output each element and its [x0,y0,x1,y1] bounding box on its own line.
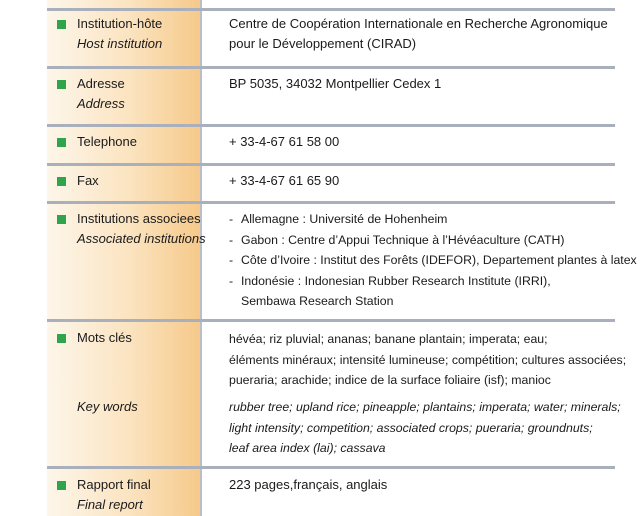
keywords-french: hévéa; riz pluvial; ananas; banane plantain; imperata; eau; éléments minéraux; intensité lumineuse; compétition; cultures associées; pueraria; arachide; indice de la surface foliaire (isf); manioc [229,332,627,387]
keywords-english: rubber tree; upland rice; pineapple; plantains; imperata; water; minerals; light intensity; competition; associated crops; pueraria; groundnuts; leaf area index (lai); cassava [229,400,621,455]
address-value: BP 5035, 34032 Montpellier Cedex 1 [229,76,442,91]
square-bullet-icon [57,20,66,29]
row-separator [47,8,615,11]
associated-institutions-list [229,209,637,312]
fax-label: Fax [77,173,99,188]
fax-value: + 33-4-67 61 65 90 [229,173,340,188]
host-institution-label: Institution-hôte Host institution [77,16,163,51]
row-separator [47,319,615,322]
telephone-label: Telephone [77,134,137,149]
list-item: - Côte d’Ivoire : Institut des Forêts (IDEFOR), Departement plantes à latex [229,253,637,267]
keywords-label-en: Key words [77,399,138,414]
row-separator [47,201,615,204]
row-separator [47,163,615,166]
list-item: - Indonésie : Indonesian Rubber Research Institute (IRRI), [229,273,551,288]
host-institution-value: Centre de Coopération Internationale en Recherche Agronomique pour le Développement (CIRAD) [229,16,608,51]
square-bullet-icon [57,138,66,147]
square-bullet-icon [57,481,66,490]
square-bullet-icon [57,215,66,224]
square-bullet-icon [57,334,66,343]
row-separator [47,466,615,469]
final-report-label: Rapport final Final report [77,477,151,512]
associated-institutions-label: Institutions associees Associated institutions [77,211,206,246]
square-bullet-icon [57,80,66,89]
column-divider [200,0,202,516]
row-separator [47,66,615,69]
square-bullet-icon [57,177,66,186]
list-item: - Gabon : Centre d’Appui Technique à l’Hévéaculture (CATH) [229,232,565,247]
list-item: - Allemagne : Université de Hohenheim [229,212,448,226]
row-separator [47,124,615,127]
list-item-continuation: Sembawa Research Station [241,294,394,308]
keywords-label-fr: Mots clés [77,330,132,345]
telephone-value: + 33-4-67 61 58 00 [229,134,340,149]
address-label: Adresse Address [77,76,125,111]
final-report-value: 223 pages,français, anglais [229,477,388,492]
